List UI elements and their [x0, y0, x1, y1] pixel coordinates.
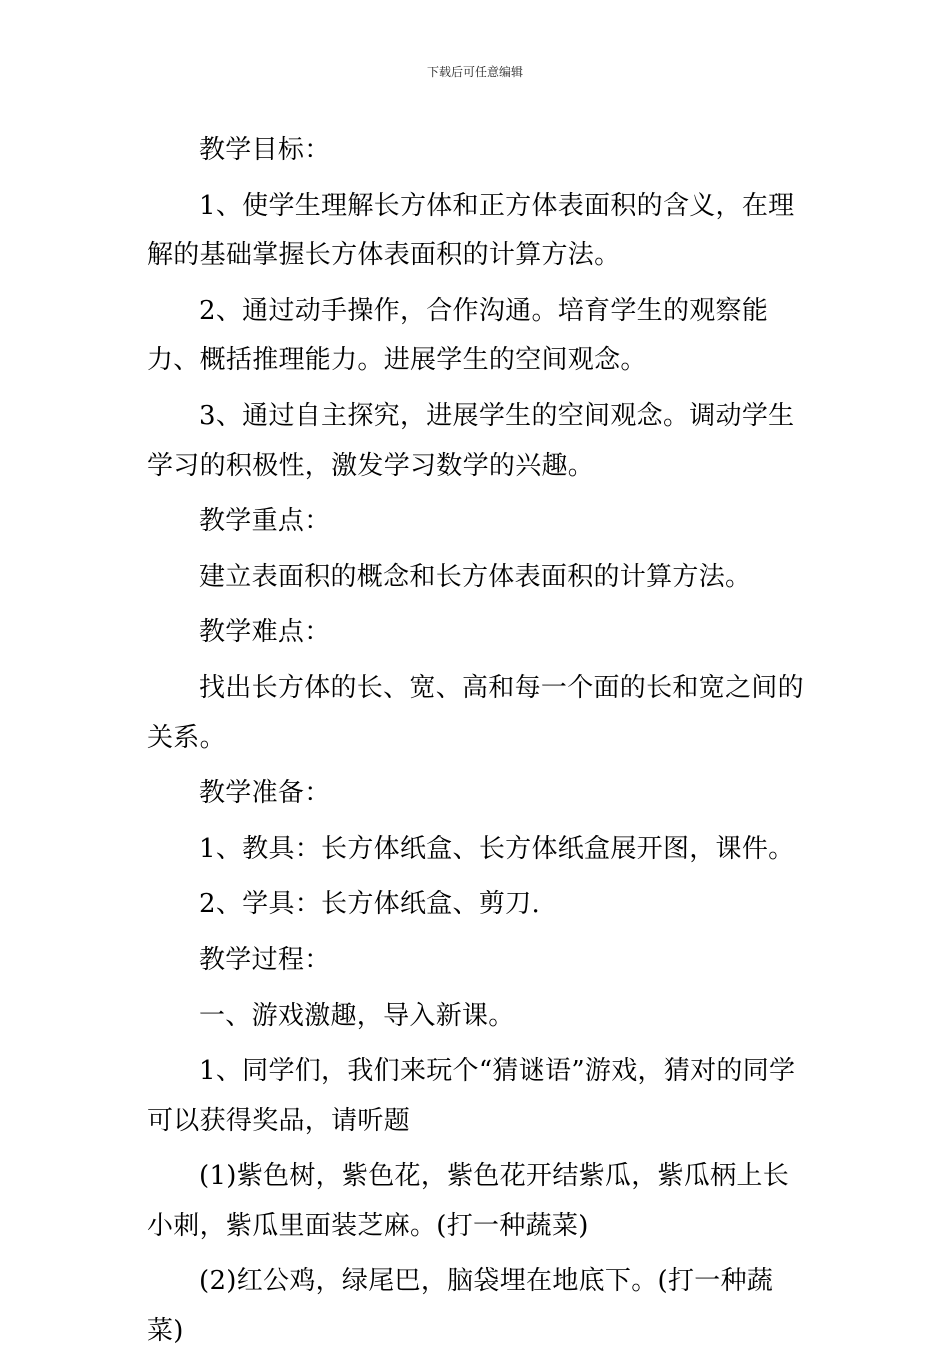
riddle-1: (1)紫色树，紫色花，紫色花开结紫瓜，紫瓜柄上长小刺，紫瓜里面装芝麻。(打一种蔬菜) [147, 1161, 790, 1241]
riddle-2: (2)红公鸡，绿尾巴，脑袋埋在地底下。(打一种蔬菜) [147, 1266, 774, 1347]
key-points-text: 建立表面积的概念和长方体表面积的计算方法。 [199, 561, 752, 592]
heading-process: 教学过程： [199, 944, 331, 975]
heading-difficulties: 教学难点： [199, 617, 331, 648]
heading-preparation: 教学准备： [199, 778, 331, 809]
goal-item-3: 3、通过自主探究，进展学生的空间观念。调动学生学习的积极性，激发学习数学的兴趣。 [147, 400, 795, 481]
difficulties-text: 找出长方体的长、宽、高和每一个面的长和宽之间的关系。 [147, 672, 804, 753]
goal-item-2: 2、通过动手操作，合作沟通。培育学生的观察能力、概括推理能力。进展学生的空间观念。 [147, 295, 769, 376]
preparation-item-2: 2、学具：长方体纸盒、剪刀. [199, 889, 541, 920]
heading-key-points: 教学重点： [199, 506, 331, 537]
goal-item-1: 1、使学生理解长方体和正方体表面积的含义，在理解的基础掌握长方体表面积的计算方法。 [147, 190, 795, 271]
page-header-note: 下载后可任意编辑 [426, 65, 523, 79]
process-step-1: 1、同学们，我们来玩个“猜谜语”游戏，猜对的同学可以获得奖品，请听题 [147, 1056, 796, 1136]
document-body [147, 126, 807, 1357]
heading-teaching-goals: 教学目标： [199, 135, 331, 165]
preparation-item-1: 1、教具：长方体纸盒、长方体纸盒展开图，课件。 [199, 833, 795, 864]
process-section-1: 一、游戏激趣，导入新课。 [199, 1000, 515, 1031]
